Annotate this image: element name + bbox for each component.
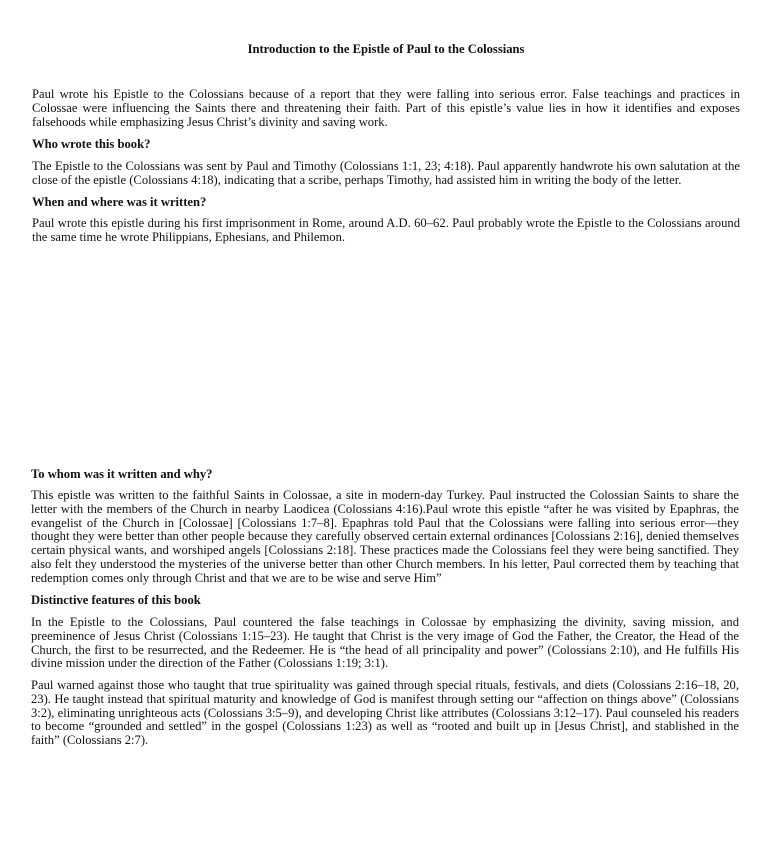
section-who-wrote-body (32, 160, 740, 188)
intro-paragraph: Paul wrote his Epistle to the Colossians because of a report that they were falling into serious error. False teachings and practices in Colossae were influencing the Saints there and threatening their faith. Part of this epistle’s value lies in how it identifies and exposes falsehoods while emphasizing Jesus Christ’s divinity and saving work. (32, 87, 740, 129)
section-heading-who-wrote: Who wrote this book? (32, 137, 151, 151)
page-title: Introduction to the Epistle of Paul to the Colossians (247, 42, 525, 56)
section-distinctive-features-body-2 (31, 679, 739, 748)
paragraph-who-wrote: The Epistle to the Colossians was sent by Paul and Timothy (Colossians 1:1, 23; 4:18). Paul apparently handwrote his own salutation at the close of the epistle (Colossians 4:18), indicating that a scribe, perhaps Timothy, had assisted him in writing the body of the letter. (32, 159, 740, 187)
section-heading-distinctive-features: Distinctive features of this book (31, 593, 201, 607)
paragraph-distinctive-features-2: Paul warned against those who taught that true spirituality was gained through special rituals, festivals, and diets (Colossians 2:16–18, 20, 23). He taught instead that spiritual maturity and knowledge of God is manifest through setting our “affection on things above” (Colossians 3:2), eliminating unrighteous acts (Colossians 3:5–9), and developing Christ like attributes (Colossians 3:12–17). Paul counseled his readers to become “grounded and settled” in the gospel (Colossians 1:23) as well as “rooted and built up in [Jesus Christ], and stablished in the faith” (Colossians 2:7). (31, 678, 739, 748)
section-when-where (32, 195, 740, 209)
paragraph-when-where: Paul wrote this epistle during his first imprisonment in Rome, around A.D. 60–62. Paul probably wrote the Epistle to the Colossians around the same time he wrote Philippians, Ephesians, and Philemon. (32, 216, 740, 244)
section-heading-when-where: When and where was it written? (32, 195, 207, 209)
intro-section (32, 88, 740, 129)
section-when-where-body (32, 217, 740, 245)
section-who-wrote (32, 137, 740, 151)
section-heading-to-whom: To whom was it written and why? (31, 467, 213, 481)
section-distinctive-features-body-1 (31, 616, 739, 671)
paragraph-distinctive-features-1: In the Epistle to the Colossians, Paul countered the false teachings in Colossae by emphasizing the divinity, saving mission, and preeminence of Jesus Christ (Colossians 1:15–23). He taught that Christ is the very image of God the Father, the Creator, the Head of the Church, the first to be resurrected, and the Redeemer. He is “the head of all principality and power” (Colossians 2:10), and He fulfills His divine mission under the direction of the Father (Colossians 1:19; 3:1). (31, 615, 739, 671)
section-distinctive-features (31, 593, 739, 607)
section-to-whom-body (31, 489, 739, 586)
section-to-whom (31, 467, 739, 481)
paragraph-to-whom: This epistle was written to the faithful Saints in Colossae, a site in modern-day Turkey. Paul instructed the Colossian Saints to share the letter with the members of the Church in nearby Laodicea (Colossians 4:16).Paul wrote this epistle “after he was visited by Epaphras, the evangelist of the Church in [Colossae] [Colossians 1:7–8]. Epaphras told Paul that the Colossians were falling into serious error—they thought they were better than other people because they carefully observed certain external ordinances [Colossians 2:16], denied themselves certain physical wants, and worshiped angels [Colossians 2:18]. These practices made the Colossians feel they were being sanctified. They also felt they understood the mysteries of the universe better than other Church members. In his letter, Paul corrected them by teaching that redemption comes only through Christ and that we are to be wise and serve Him” (31, 488, 739, 585)
